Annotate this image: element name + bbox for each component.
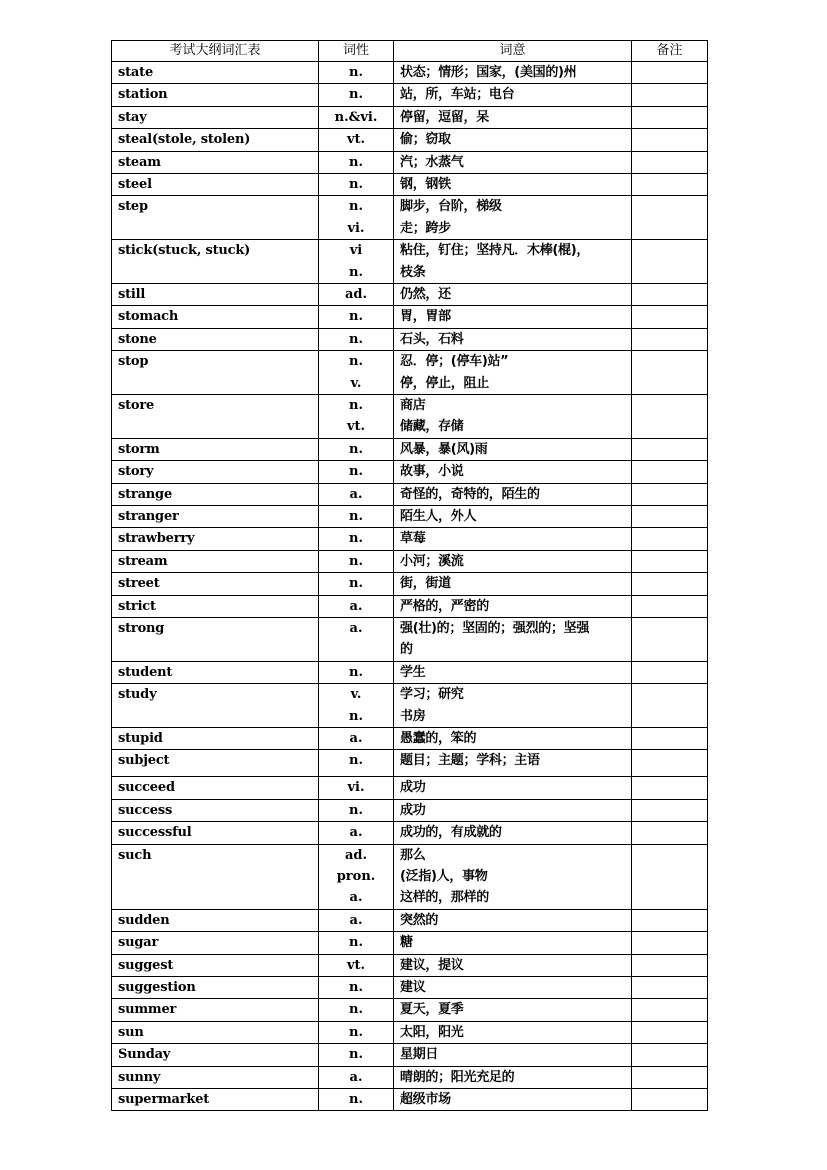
pos-cell bbox=[319, 129, 394, 151]
pos-text: v. bbox=[350, 375, 362, 391]
meaning-text: 停，停止，阻止 bbox=[400, 375, 489, 391]
note-cell bbox=[632, 196, 708, 240]
pos-cell bbox=[319, 284, 394, 306]
pos-text: n. bbox=[349, 1092, 363, 1108]
pos-cell bbox=[319, 777, 394, 799]
word-cell: still bbox=[112, 284, 319, 306]
pos-cell bbox=[319, 909, 394, 931]
table-row bbox=[112, 528, 708, 550]
table-row bbox=[112, 909, 708, 931]
word-cell: steal(stole, stolen) bbox=[112, 129, 319, 151]
table-row bbox=[112, 438, 708, 460]
meaning-text: 学习；研究 bbox=[400, 687, 464, 703]
meaning-cell bbox=[394, 306, 632, 328]
pos-text: n. bbox=[349, 441, 363, 457]
pos-text: n.&vi. bbox=[334, 109, 378, 125]
meaning-cell bbox=[394, 84, 632, 106]
meaning-text: 成功 bbox=[400, 780, 426, 796]
meaning-text: 胃，胃部 bbox=[400, 309, 451, 325]
pos-text: n. bbox=[349, 935, 363, 951]
pos-cell bbox=[319, 684, 394, 728]
pos-cell bbox=[319, 799, 394, 821]
table-row bbox=[112, 351, 708, 395]
meaning-text: 愚蠢的，笨的 bbox=[400, 731, 477, 746]
meaning-text: 夏天，夏季 bbox=[400, 1002, 464, 1018]
word-cell: strawberry bbox=[112, 528, 319, 550]
meaning-cell bbox=[394, 151, 632, 173]
note-cell bbox=[632, 328, 708, 350]
pos-text: n. bbox=[349, 264, 363, 280]
word-cell: sun bbox=[112, 1021, 319, 1043]
note-cell bbox=[632, 1021, 708, 1043]
pos-text: vt. bbox=[346, 419, 366, 435]
pos-text: n. bbox=[349, 154, 363, 170]
meaning-text: 脚步，台阶，梯级 bbox=[400, 199, 502, 215]
table-row bbox=[112, 483, 708, 505]
pos-cell bbox=[319, 932, 394, 954]
word-cell: stupid bbox=[112, 728, 319, 750]
meaning-text: 的 bbox=[400, 642, 413, 658]
meaning-text: 偷；窃取 bbox=[400, 132, 451, 148]
pos-cell bbox=[319, 595, 394, 617]
pos-text: n. bbox=[349, 531, 363, 547]
word-cell: suggest bbox=[112, 954, 319, 976]
meaning-text: 钢，钢铁 bbox=[400, 177, 451, 193]
note-cell bbox=[632, 528, 708, 550]
meaning-text: (泛指)人，事物 bbox=[400, 869, 488, 885]
meaning-cell bbox=[394, 777, 632, 799]
word-cell: strange bbox=[112, 483, 319, 505]
pos-cell bbox=[319, 438, 394, 460]
word-cell: step bbox=[112, 196, 319, 240]
pos-text: v. bbox=[350, 687, 362, 703]
meaning-text: 建议 bbox=[400, 980, 426, 996]
note-cell bbox=[632, 750, 708, 777]
meaning-text: 成功的，有成就的 bbox=[400, 825, 502, 841]
pos-cell bbox=[319, 728, 394, 750]
meaning-text: 走；跨步 bbox=[400, 220, 451, 236]
header-meaning: 词意 bbox=[394, 41, 632, 62]
table-row bbox=[112, 954, 708, 976]
word-cell: sugar bbox=[112, 932, 319, 954]
meaning-text: 故事，小说 bbox=[400, 464, 464, 480]
word-cell: sunny bbox=[112, 1066, 319, 1088]
word-cell: stream bbox=[112, 550, 319, 572]
note-cell bbox=[632, 506, 708, 528]
word-cell: sudden bbox=[112, 909, 319, 931]
pos-text: a. bbox=[349, 486, 363, 502]
pos-cell bbox=[319, 395, 394, 439]
meaning-text: 枝条 bbox=[400, 264, 426, 280]
table-row bbox=[112, 84, 708, 106]
table-row bbox=[112, 777, 708, 799]
table-row bbox=[112, 595, 708, 617]
meaning-text: 糖 bbox=[400, 935, 413, 951]
note-cell bbox=[632, 438, 708, 460]
header-pos: 词性 bbox=[319, 41, 394, 62]
note-cell bbox=[632, 62, 708, 84]
table-row bbox=[112, 573, 708, 595]
pos-text: n. bbox=[349, 664, 363, 680]
pos-text: n. bbox=[349, 177, 363, 193]
meaning-text: 储藏，存储 bbox=[400, 419, 464, 435]
meaning-text: 那么 bbox=[400, 847, 426, 863]
pos-text: vt. bbox=[346, 957, 366, 973]
pos-cell bbox=[319, 506, 394, 528]
meaning-text: 风暴，暴(风)雨 bbox=[400, 441, 488, 457]
pos-text: n. bbox=[349, 309, 363, 325]
meaning-cell bbox=[394, 62, 632, 84]
meaning-cell bbox=[394, 728, 632, 750]
pos-text: ad. bbox=[344, 847, 368, 863]
note-cell bbox=[632, 728, 708, 750]
pos-cell bbox=[319, 151, 394, 173]
pos-text: a. bbox=[349, 825, 363, 841]
note-cell bbox=[632, 595, 708, 617]
meaning-cell bbox=[394, 174, 632, 196]
meaning-text: 星期日 bbox=[400, 1047, 439, 1063]
table-row bbox=[112, 328, 708, 350]
pos-cell bbox=[319, 174, 394, 196]
meaning-cell bbox=[394, 932, 632, 954]
table-row bbox=[112, 1044, 708, 1066]
table-row bbox=[112, 461, 708, 483]
pos-cell bbox=[319, 1044, 394, 1066]
note-cell bbox=[632, 1089, 708, 1111]
word-cell: stomach bbox=[112, 306, 319, 328]
table-row bbox=[112, 728, 708, 750]
note-cell bbox=[632, 932, 708, 954]
meaning-text: 晴朗的；阳光充足的 bbox=[400, 1069, 515, 1085]
pos-cell bbox=[319, 550, 394, 572]
meaning-text: 粘住，钉住；坚持凡．木棒(棍)， bbox=[400, 243, 590, 259]
note-cell bbox=[632, 954, 708, 976]
note-cell bbox=[632, 1066, 708, 1088]
pos-text: vt. bbox=[346, 132, 366, 148]
meaning-text: 成功 bbox=[400, 802, 426, 818]
word-cell: summer bbox=[112, 999, 319, 1021]
meaning-cell bbox=[394, 822, 632, 844]
meaning-text: 严格的，严密的 bbox=[400, 598, 489, 614]
note-cell bbox=[632, 240, 708, 284]
table-row bbox=[112, 506, 708, 528]
pos-cell bbox=[319, 84, 394, 106]
meaning-text: 突然的 bbox=[400, 912, 439, 928]
meaning-text: 街，街道 bbox=[400, 576, 451, 592]
meaning-text: 太阳，阳光 bbox=[400, 1024, 464, 1040]
note-cell bbox=[632, 684, 708, 728]
meaning-text: 忍．停；(停车)站” bbox=[400, 354, 509, 370]
meaning-cell bbox=[394, 129, 632, 151]
pos-text: n. bbox=[349, 509, 363, 524]
note-cell bbox=[632, 174, 708, 196]
pos-cell bbox=[319, 461, 394, 483]
word-cell: store bbox=[112, 395, 319, 439]
word-cell: state bbox=[112, 62, 319, 84]
pos-text: n. bbox=[349, 708, 363, 724]
pos-text: n. bbox=[349, 1047, 363, 1063]
table-body bbox=[112, 62, 708, 1111]
meaning-cell bbox=[394, 1044, 632, 1066]
pos-text: a. bbox=[349, 1069, 363, 1085]
pos-cell bbox=[319, 1066, 394, 1088]
pos-cell bbox=[319, 62, 394, 84]
pos-cell bbox=[319, 822, 394, 844]
word-cell: stick(stuck, stuck) bbox=[112, 240, 319, 284]
note-cell bbox=[632, 306, 708, 328]
note-cell bbox=[632, 106, 708, 128]
pos-text: ad. bbox=[344, 287, 368, 302]
meaning-cell bbox=[394, 506, 632, 528]
pos-text: n. bbox=[349, 87, 363, 103]
meaning-cell bbox=[394, 799, 632, 821]
note-cell bbox=[632, 799, 708, 821]
meaning-cell bbox=[394, 461, 632, 483]
word-cell: supermarket bbox=[112, 1089, 319, 1111]
table-row bbox=[112, 618, 708, 662]
meaning-text: 站，所，车站；电台 bbox=[400, 87, 515, 103]
word-cell: suggestion bbox=[112, 977, 319, 999]
meaning-cell bbox=[394, 1066, 632, 1088]
note-cell bbox=[632, 909, 708, 931]
pos-cell bbox=[319, 1089, 394, 1111]
table-row bbox=[112, 129, 708, 151]
meaning-cell bbox=[394, 240, 632, 284]
table-row bbox=[112, 106, 708, 128]
table-row bbox=[112, 844, 708, 909]
word-cell: stone bbox=[112, 328, 319, 350]
note-cell bbox=[632, 483, 708, 505]
pos-cell bbox=[319, 750, 394, 777]
table-row bbox=[112, 550, 708, 572]
pos-cell bbox=[319, 328, 394, 350]
word-cell: storm bbox=[112, 438, 319, 460]
table-row bbox=[112, 750, 708, 777]
table-row bbox=[112, 661, 708, 683]
meaning-text: 停留，逗留，呆 bbox=[400, 109, 489, 125]
note-cell bbox=[632, 573, 708, 595]
word-cell: such bbox=[112, 844, 319, 909]
pos-cell bbox=[319, 306, 394, 328]
pos-text: n. bbox=[349, 331, 363, 347]
meaning-text: 小河；溪流 bbox=[400, 553, 464, 569]
header-word: 考试大纲词汇表 bbox=[112, 41, 319, 62]
pos-cell bbox=[319, 999, 394, 1021]
pos-text: pron. bbox=[336, 869, 376, 885]
meaning-cell bbox=[394, 328, 632, 350]
vocabulary-table bbox=[111, 40, 708, 1111]
table-row bbox=[112, 196, 708, 240]
table-row bbox=[112, 306, 708, 328]
meaning-cell bbox=[394, 595, 632, 617]
table-row bbox=[112, 174, 708, 196]
meaning-text: 汽；水蒸气 bbox=[400, 154, 464, 170]
pos-cell bbox=[319, 196, 394, 240]
meaning-cell bbox=[394, 550, 632, 572]
meaning-cell bbox=[394, 1089, 632, 1111]
pos-text: n. bbox=[349, 199, 363, 215]
meaning-cell bbox=[394, 977, 632, 999]
meaning-text: 强(壮)的；坚固的；强烈的；坚强 bbox=[400, 621, 590, 637]
note-cell bbox=[632, 777, 708, 799]
note-cell bbox=[632, 284, 708, 306]
note-cell bbox=[632, 129, 708, 151]
pos-text: a. bbox=[349, 621, 363, 637]
pos-cell bbox=[319, 351, 394, 395]
table-row bbox=[112, 62, 708, 84]
pos-text: vi. bbox=[347, 220, 365, 236]
pos-text: n. bbox=[349, 65, 363, 80]
pos-text: n. bbox=[349, 398, 363, 413]
word-cell: subject bbox=[112, 750, 319, 777]
pos-text: n. bbox=[349, 980, 363, 996]
meaning-cell bbox=[394, 999, 632, 1021]
pos-cell bbox=[319, 977, 394, 999]
meaning-text: 仍然，还 bbox=[400, 287, 451, 302]
meaning-cell bbox=[394, 618, 632, 662]
word-cell: succeed bbox=[112, 777, 319, 799]
table-row bbox=[112, 999, 708, 1021]
note-cell bbox=[632, 999, 708, 1021]
note-cell bbox=[632, 661, 708, 683]
pos-text: n. bbox=[349, 464, 363, 480]
table-header-row bbox=[112, 41, 708, 62]
pos-text: n. bbox=[349, 553, 363, 569]
meaning-text: 建议，提议 bbox=[400, 957, 464, 973]
meaning-text: 学生 bbox=[400, 664, 426, 680]
meaning-text: 石头，石料 bbox=[400, 331, 464, 347]
pos-cell bbox=[319, 528, 394, 550]
meaning-cell bbox=[394, 684, 632, 728]
meaning-cell bbox=[394, 528, 632, 550]
pos-text: n. bbox=[349, 753, 363, 769]
pos-text: n. bbox=[349, 576, 363, 592]
meaning-text: 奇怪的，奇特的，陌生的 bbox=[400, 486, 540, 502]
word-cell: Sunday bbox=[112, 1044, 319, 1066]
meaning-cell bbox=[394, 351, 632, 395]
note-cell bbox=[632, 351, 708, 395]
pos-cell bbox=[319, 573, 394, 595]
meaning-text: 商店 bbox=[400, 398, 426, 413]
table-row bbox=[112, 977, 708, 999]
pos-text: vi bbox=[349, 243, 363, 259]
meaning-cell bbox=[394, 844, 632, 909]
meaning-cell bbox=[394, 661, 632, 683]
pos-text: n. bbox=[349, 1002, 363, 1018]
note-cell bbox=[632, 822, 708, 844]
table-row bbox=[112, 240, 708, 284]
pos-text: n. bbox=[349, 1024, 363, 1040]
header-note: 备注 bbox=[632, 41, 708, 62]
pos-cell bbox=[319, 844, 394, 909]
meaning-text: 状态；情形；国家，(美国的)州 bbox=[400, 65, 577, 80]
meaning-text: 题目；主题；学科；主语 bbox=[400, 753, 540, 769]
meaning-cell bbox=[394, 196, 632, 240]
table-row bbox=[112, 395, 708, 439]
note-cell bbox=[632, 151, 708, 173]
word-cell: success bbox=[112, 799, 319, 821]
pos-text: n. bbox=[349, 802, 363, 818]
table-row bbox=[112, 932, 708, 954]
word-cell: successful bbox=[112, 822, 319, 844]
note-cell bbox=[632, 618, 708, 662]
meaning-text: 这样的，那样的 bbox=[400, 890, 489, 906]
meaning-cell bbox=[394, 284, 632, 306]
pos-text: a. bbox=[349, 890, 363, 906]
pos-cell bbox=[319, 240, 394, 284]
word-cell: stay bbox=[112, 106, 319, 128]
meaning-cell bbox=[394, 438, 632, 460]
word-cell: story bbox=[112, 461, 319, 483]
word-cell: station bbox=[112, 84, 319, 106]
meaning-cell bbox=[394, 395, 632, 439]
meaning-cell bbox=[394, 954, 632, 976]
table-row bbox=[112, 1089, 708, 1111]
word-cell: steam bbox=[112, 151, 319, 173]
word-cell: strict bbox=[112, 595, 319, 617]
table-row bbox=[112, 822, 708, 844]
meaning-text: 书房 bbox=[400, 708, 426, 724]
pos-cell bbox=[319, 661, 394, 683]
note-cell bbox=[632, 461, 708, 483]
meaning-cell bbox=[394, 106, 632, 128]
word-cell: stop bbox=[112, 351, 319, 395]
table-row bbox=[112, 799, 708, 821]
table-row bbox=[112, 1021, 708, 1043]
pos-text: a. bbox=[349, 731, 363, 746]
note-cell bbox=[632, 844, 708, 909]
word-cell: student bbox=[112, 661, 319, 683]
table-row bbox=[112, 284, 708, 306]
note-cell bbox=[632, 395, 708, 439]
table-row bbox=[112, 1066, 708, 1088]
word-cell: steel bbox=[112, 174, 319, 196]
word-cell: street bbox=[112, 573, 319, 595]
pos-cell bbox=[319, 618, 394, 662]
meaning-text: 陌生人，外人 bbox=[400, 509, 477, 524]
pos-cell bbox=[319, 106, 394, 128]
table-row bbox=[112, 684, 708, 728]
pos-text: a. bbox=[349, 598, 363, 614]
note-cell bbox=[632, 84, 708, 106]
meaning-cell bbox=[394, 750, 632, 777]
meaning-cell bbox=[394, 1021, 632, 1043]
word-cell: strong bbox=[112, 618, 319, 662]
word-cell: study bbox=[112, 684, 319, 728]
meaning-cell bbox=[394, 573, 632, 595]
meaning-cell bbox=[394, 483, 632, 505]
pos-text: vi. bbox=[347, 780, 365, 796]
pos-cell bbox=[319, 483, 394, 505]
pos-text: a. bbox=[349, 912, 363, 928]
table-row bbox=[112, 151, 708, 173]
pos-text: n. bbox=[349, 354, 363, 370]
meaning-cell bbox=[394, 909, 632, 931]
meaning-text: 草莓 bbox=[400, 531, 426, 547]
pos-cell bbox=[319, 1021, 394, 1043]
word-cell: stranger bbox=[112, 506, 319, 528]
note-cell bbox=[632, 1044, 708, 1066]
note-cell bbox=[632, 550, 708, 572]
note-cell bbox=[632, 977, 708, 999]
meaning-text: 超级市场 bbox=[400, 1092, 451, 1108]
pos-cell bbox=[319, 954, 394, 976]
